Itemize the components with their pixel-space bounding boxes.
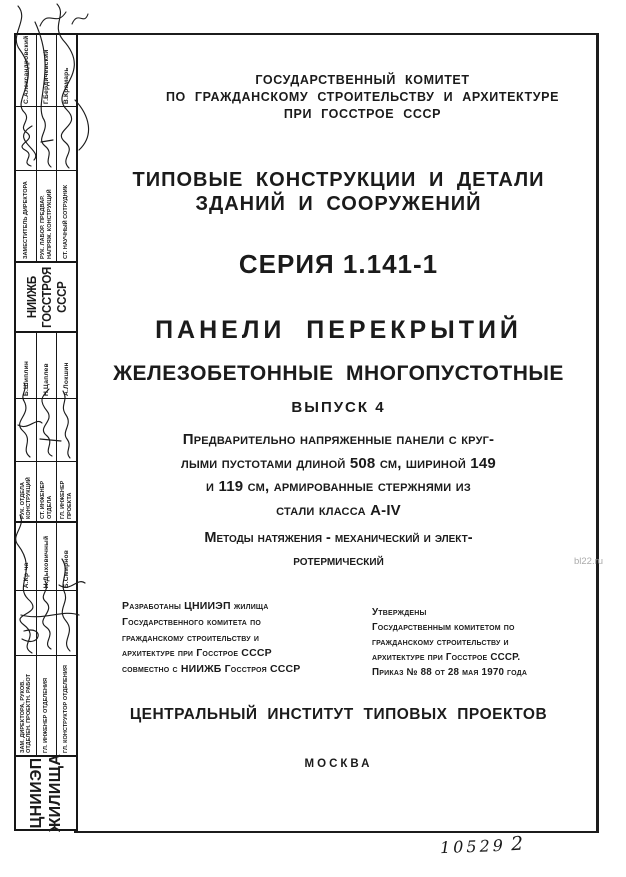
city-label: МОСКВА <box>304 758 373 770</box>
product-title-line: ПАНЕЛИ ПЕРЕКРЫТИЙ <box>155 316 522 344</box>
person-name: Н.Дыховичный <box>36 523 56 590</box>
org-heading-line: ГОССТРОЯ <box>38 266 54 328</box>
pen-marks <box>34 2 90 32</box>
issue-label: ВЫПУСК 4 <box>291 399 386 416</box>
signature-scribble <box>56 399 76 461</box>
org-heading-cniiep <box>16 753 76 833</box>
stamp-name-column <box>16 333 76 399</box>
person-name: В.Крамарь <box>56 35 76 106</box>
signature-scribble <box>36 591 56 655</box>
series-number: СЕРИЯ 1.141-1 <box>238 249 439 279</box>
stamp-section-niizhb <box>16 35 76 263</box>
developed-by-block <box>122 599 362 678</box>
approved-line: Утверждены <box>372 607 427 618</box>
org-heading-niizhb <box>16 263 76 333</box>
org-heading-line: ЖИЛИЩА <box>47 753 64 833</box>
scan-watermark: bl22.ru <box>574 556 604 567</box>
frame-top-rule <box>14 33 599 35</box>
description-line: лыми пустотами длиной 508 см, шириной 149 <box>181 454 496 472</box>
sheet-number-handwritten: 2 <box>510 832 524 856</box>
org-heading-line: ЦНИИЭП <box>28 757 45 829</box>
person-name: А.Локшин <box>56 333 76 398</box>
description-line: и 119 см, армированные стержнями из <box>206 478 471 495</box>
stamp-rotated-content <box>16 35 76 833</box>
person-name: Н.Цаплев <box>36 333 56 398</box>
stamp-section-cniiep <box>16 523 76 757</box>
signature-scribble <box>36 107 56 170</box>
person-name: А.Кр-ча <box>22 562 30 589</box>
org-heading-line: СССР <box>53 281 69 313</box>
developed-line: архитектуре при Госстрое СССР <box>122 647 272 660</box>
methods-line: ротермический <box>293 553 384 569</box>
stamp-section-citp <box>16 333 76 523</box>
job-title: ЗАМ. ДИРЕКТОРА, РУКОВ. ОТДЕЛЕН. ПРОЕКТН. РАБОТ <box>19 673 32 753</box>
approved-line: Государственным комитетом по <box>372 622 515 633</box>
developed-line: гражданскому строительству и <box>122 631 260 644</box>
series-group-title-line: ЗДАНИЙ И СООРУЖЕНИЙ <box>195 193 482 215</box>
job-title: СТ. ИНЖЕНЕР ОТДЕЛА <box>36 462 56 521</box>
doc-number-handwritten: 10529 <box>439 835 507 858</box>
description-line: стали класса А-IV <box>276 501 401 519</box>
job-title: СТ. НАУЧНЫЙ СОТРУДНИК <box>56 171 76 261</box>
product-title-line: ЖЕЛЕЗОБЕТОННЫЕ МНОГОПУСТОТНЫЕ <box>113 362 564 385</box>
person-name: Г.Бердичевский <box>36 35 56 106</box>
approved-by-block <box>372 605 592 680</box>
signature-stamp-block <box>14 33 78 831</box>
job-title: ЗАМЕСТИТЕЛЬ ДИРЕКТОРА <box>22 181 29 259</box>
signature-scribble <box>56 591 76 655</box>
approved-line: гражданскому строительству и <box>372 637 509 648</box>
approved-line: архитектуре при Госстрое СССР. <box>372 652 521 663</box>
methods-line: Методы натяжения - механический и элект- <box>204 530 473 546</box>
committee-header-line: ПРИ ГОССТРОЕ СССР <box>283 107 442 121</box>
person-name: Б.Шиплин <box>22 360 30 396</box>
committee-header-line: ПО ГРАЖДАНСКОМУ СТРОИТЕЛЬСТВУ И АРХИТЕКТУРЕ <box>165 90 560 104</box>
stamp-title-column <box>16 656 76 755</box>
signature-scribble <box>16 591 36 655</box>
description-line: Предварительно напряженные панели с круг- <box>182 431 495 448</box>
developed-line: Государственного комитета по <box>122 615 261 628</box>
stamp-name-column <box>16 35 76 107</box>
job-title: РУК. ЛАБОР. ПРЕДВАР. НАПРЯЖ. КОНСТРУКЦИЙ <box>36 171 56 261</box>
signature-scribble <box>16 399 36 461</box>
job-title: ГЛ. КОНСТРУКТОР ОТДЕЛЕНИЯ <box>56 656 76 755</box>
job-title: РУК. ОТДЕЛА КОНСТРУКЦИЙ <box>19 477 32 519</box>
methods-paragraph <box>80 527 597 573</box>
approved-line: Приказ № 88 от 28 мая 1970 года <box>372 667 528 678</box>
developed-line: совместно с НИИЖБ Госстроя СССР <box>122 663 301 676</box>
signature-scribble <box>16 107 36 170</box>
job-title: ГЛ. ИНЖЕНЕР ОТДЕЛЕНИЯ <box>36 656 56 755</box>
org-heading-line: НИИЖБ <box>23 276 39 318</box>
description-paragraph <box>80 428 597 522</box>
job-title: ГЛ. ИНЖЕНЕР ПРОЕКТА <box>56 462 76 521</box>
stamp-signature-column <box>16 107 76 171</box>
stamp-name-column <box>16 523 76 591</box>
stamp-title-column <box>16 171 76 261</box>
person-name: Б.Смирнов <box>56 523 76 590</box>
series-group-title-line: ТИПОВЫЕ КОНСТРУКЦИИ И ДЕТАЛИ <box>132 169 545 191</box>
publisher-name: ЦЕНТРАЛЬНЫЙ ИНСТИТУТ ТИПОВЫХ ПРОЕКТОВ <box>129 706 548 723</box>
stamp-signature-column <box>16 591 76 656</box>
committee-header-line: ГОСУДАРСТВЕННЫЙ КОМИТЕТ <box>255 73 470 87</box>
stamp-signature-column <box>16 399 76 462</box>
signature-scribble <box>36 399 56 461</box>
signature-scribble <box>56 107 76 170</box>
developed-line: Разработаны ЦНИИЭП жилища <box>122 600 269 612</box>
person-name: С.Александровский <box>22 35 30 104</box>
stamp-title-column <box>16 462 76 521</box>
